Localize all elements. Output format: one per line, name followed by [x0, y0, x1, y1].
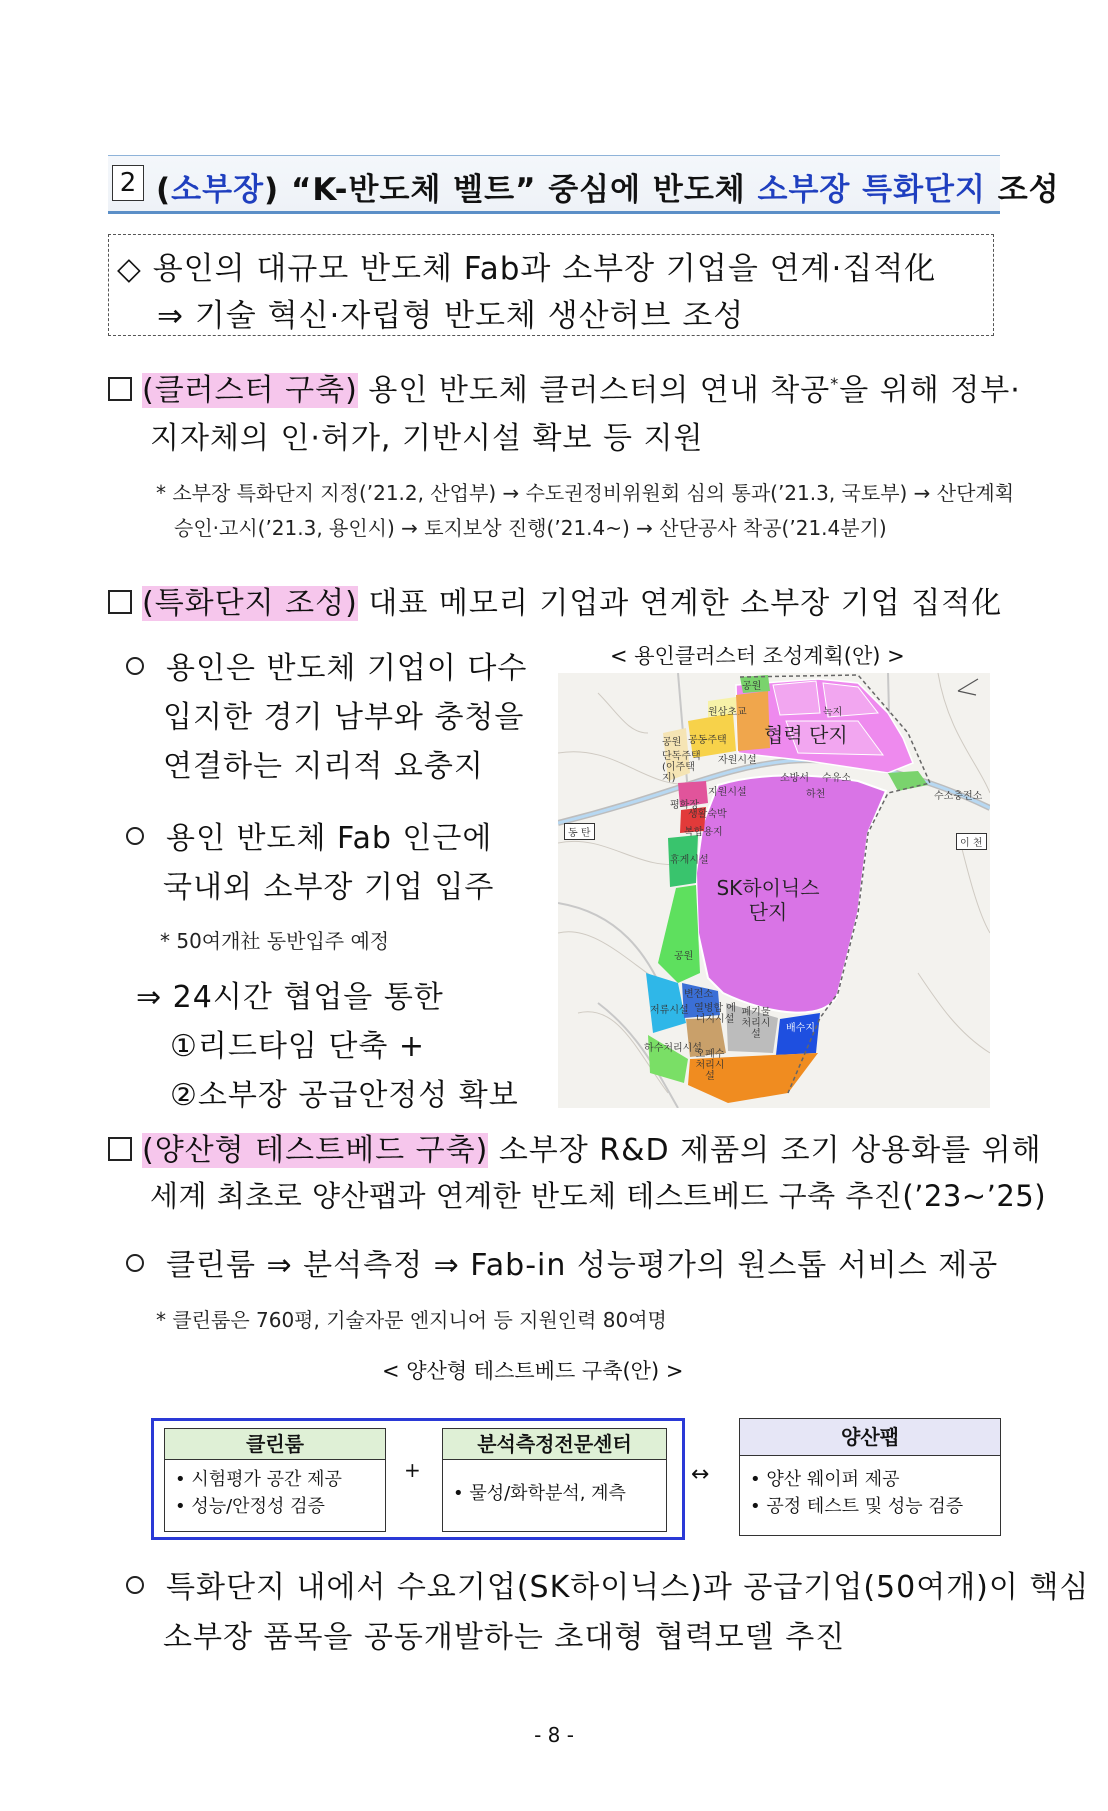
map-coop-label: 협력 단지: [764, 723, 848, 747]
circle-bullet-icon: [126, 657, 144, 675]
map-label: 이 천: [956, 833, 987, 850]
fab-box: [739, 1418, 1001, 1536]
map-label: 하수처리시설: [644, 1043, 702, 1054]
square-bullet-icon: [108, 1137, 132, 1161]
circle-bullet-icon: [126, 1576, 144, 1594]
map-label: 녹지: [823, 707, 843, 718]
cluster-note-1: * 소부장 특화단지 지정(’21.2, 산업부) → 수도권정비위원회 심의 통과(’21.3, 국토부) → 산단계획: [156, 481, 1015, 505]
complex-bullet-2-line-2: 국내외 소부장 기업 입주: [163, 870, 495, 905]
result-line-1: ⇒ 24시간 협업을 통한: [136, 980, 444, 1015]
testbed-bullet: 클린룸 ⇒ 분석측정 ⇒ Fab-in 성능평가의 원스톱 서비스 제공: [126, 1240, 998, 1284]
cleanroom-item: • 시험평가 공간 제공: [175, 1469, 342, 1490]
testbed-line-2: 세계 최초로 양산팹과 연계한 반도체 테스트베드 구축 추진(’23~’25): [150, 1179, 1047, 1213]
analysis-center-box: [442, 1428, 667, 1532]
complex-note: * 50여개社 동반입주 예정: [160, 929, 390, 953]
cleanroom-title: 클린룸: [165, 1429, 385, 1460]
testbed-note: * 클린룸은 760평, 기술자문 엔지니어 등 지원인력 80여명: [156, 1308, 667, 1332]
map-label: 공동주택: [688, 735, 727, 746]
section-header: [108, 155, 1060, 214]
testbed-caption: < 양산형 테스트베드 구축(안) >: [382, 1359, 684, 1383]
summary-line-1: ◇ 용인의 대규모 반도체 Fab과 소부장 기업을 연계·집적化: [117, 251, 937, 287]
cluster-paragraph: (클러스터 구축) 용인 반도체 클러스터의 연내 착공*을 위해 정부·: [108, 365, 1021, 409]
section-title: (소부장) “K-반도체 벨트” 중심에 반도체 소부장 특화단지 조성: [156, 172, 1060, 208]
cleanroom-item: • 성능/안정성 검증: [175, 1496, 325, 1517]
map-label: 공원: [662, 737, 682, 748]
circle-bullet-icon: [126, 827, 144, 845]
square-bullet-icon: [108, 590, 132, 614]
map-label: 원삼초교: [708, 707, 747, 718]
complex-bullet-1: 용인은 반도체 기업이 다수: [126, 643, 527, 687]
map-label: 동 탄: [564, 823, 595, 840]
map-label: 열병합 에너지시설: [694, 1003, 736, 1025]
map-label: 공원: [742, 681, 762, 692]
section-tag: 소부장: [171, 172, 265, 208]
cluster-line-2: 지자체의 인·허가, 기반시설 확보 등 지원: [150, 421, 704, 456]
map-label: 자원시설: [718, 755, 757, 766]
analysis-center-item: • 물성/화학분석, 계측: [453, 1483, 626, 1504]
complex-bullet-1-line-2: 입지한 경기 남부와 충청을: [163, 700, 525, 735]
map-label: 수소충전소: [934, 791, 983, 802]
map-label: 폐기물처리시설: [741, 1007, 771, 1040]
plus-sign: +: [404, 1458, 421, 1482]
map-main-label: SK하이닉스 단지: [716, 876, 820, 924]
map-label: 변전소: [684, 989, 713, 1000]
complex-bullet-1-line-3: 연결하는 지리적 요충지: [163, 749, 484, 784]
map-label: 오폐수처리시설: [695, 1049, 725, 1082]
result-line-3: ②소부장 공급안정성 확보: [170, 1078, 519, 1113]
map-label: 휴게시설: [670, 855, 709, 866]
cleanroom-box: [164, 1428, 386, 1532]
map-label: 공원: [674, 951, 694, 962]
map-label: 소방서: [780, 773, 809, 784]
complex-bullet-2: 용인 반도체 Fab 인근에: [126, 813, 492, 857]
testbed-paragraph: (양산형 테스트베드 구축) 소부장 R&D 제품의 조기 상용화를 위해: [108, 1125, 1042, 1169]
testbed-tag: (양산형 테스트베드 구축): [142, 1133, 489, 1168]
map-label: 지원시설: [708, 787, 747, 798]
map-caption: < 용인클러스터 조성계획(안) >: [610, 644, 905, 668]
map-label: 단독주택(이주택지): [662, 751, 701, 784]
summary-box: [108, 234, 994, 336]
fab-item: • 공정 테스트 및 성능 검증: [750, 1496, 964, 1517]
map-label: 수유소: [822, 773, 851, 784]
analysis-center-title: 분석측정전문센터: [443, 1429, 666, 1460]
cluster-tag: (클러스터 구축): [142, 373, 358, 408]
square-bullet-icon: [108, 377, 132, 401]
map-label: 복합용지: [684, 827, 723, 838]
result-line-2: ①리드타임 단축 +: [170, 1029, 425, 1064]
page-number: - 8 -: [534, 1723, 574, 1747]
fab-item: • 양산 웨이퍼 제공: [750, 1469, 900, 1490]
summary-line-2: ⇒ 기술 혁신·자립형 반도체 생산허브 조성: [157, 298, 745, 334]
map-label: 하천: [806, 789, 826, 800]
circle-bullet-icon: [126, 1254, 144, 1272]
map-label: 생활숙박: [688, 809, 727, 820]
map-label: 배수지: [786, 1023, 815, 1034]
map-label: 평화장: [670, 800, 699, 811]
map-label: 저류시설: [650, 1005, 689, 1016]
section-number: 2: [112, 165, 144, 201]
fab-title: 양산팹: [740, 1419, 1000, 1456]
final-bullet: 특화단지 내에서 수요기업(SK하이닉스)과 공급기업(50여개)이 핵심: [126, 1562, 1089, 1606]
complex-paragraph: (특화단지 조성) 대표 메모리 기업과 연계한 소부장 기업 집적化: [108, 578, 1002, 622]
cluster-map: [558, 673, 990, 1108]
bidirectional-arrow-icon: ↔: [691, 1462, 710, 1487]
complex-tag: (특화단지 조성): [142, 586, 358, 621]
cluster-note-2: 승인·고시(’21.3, 용인시) → 토지보상 진행(’21.4~) → 산단공사 착공(’21.4분기): [174, 516, 887, 540]
final-line-2: 소부장 품목을 공동개발하는 초대형 협력모델 추진: [163, 1620, 846, 1655]
